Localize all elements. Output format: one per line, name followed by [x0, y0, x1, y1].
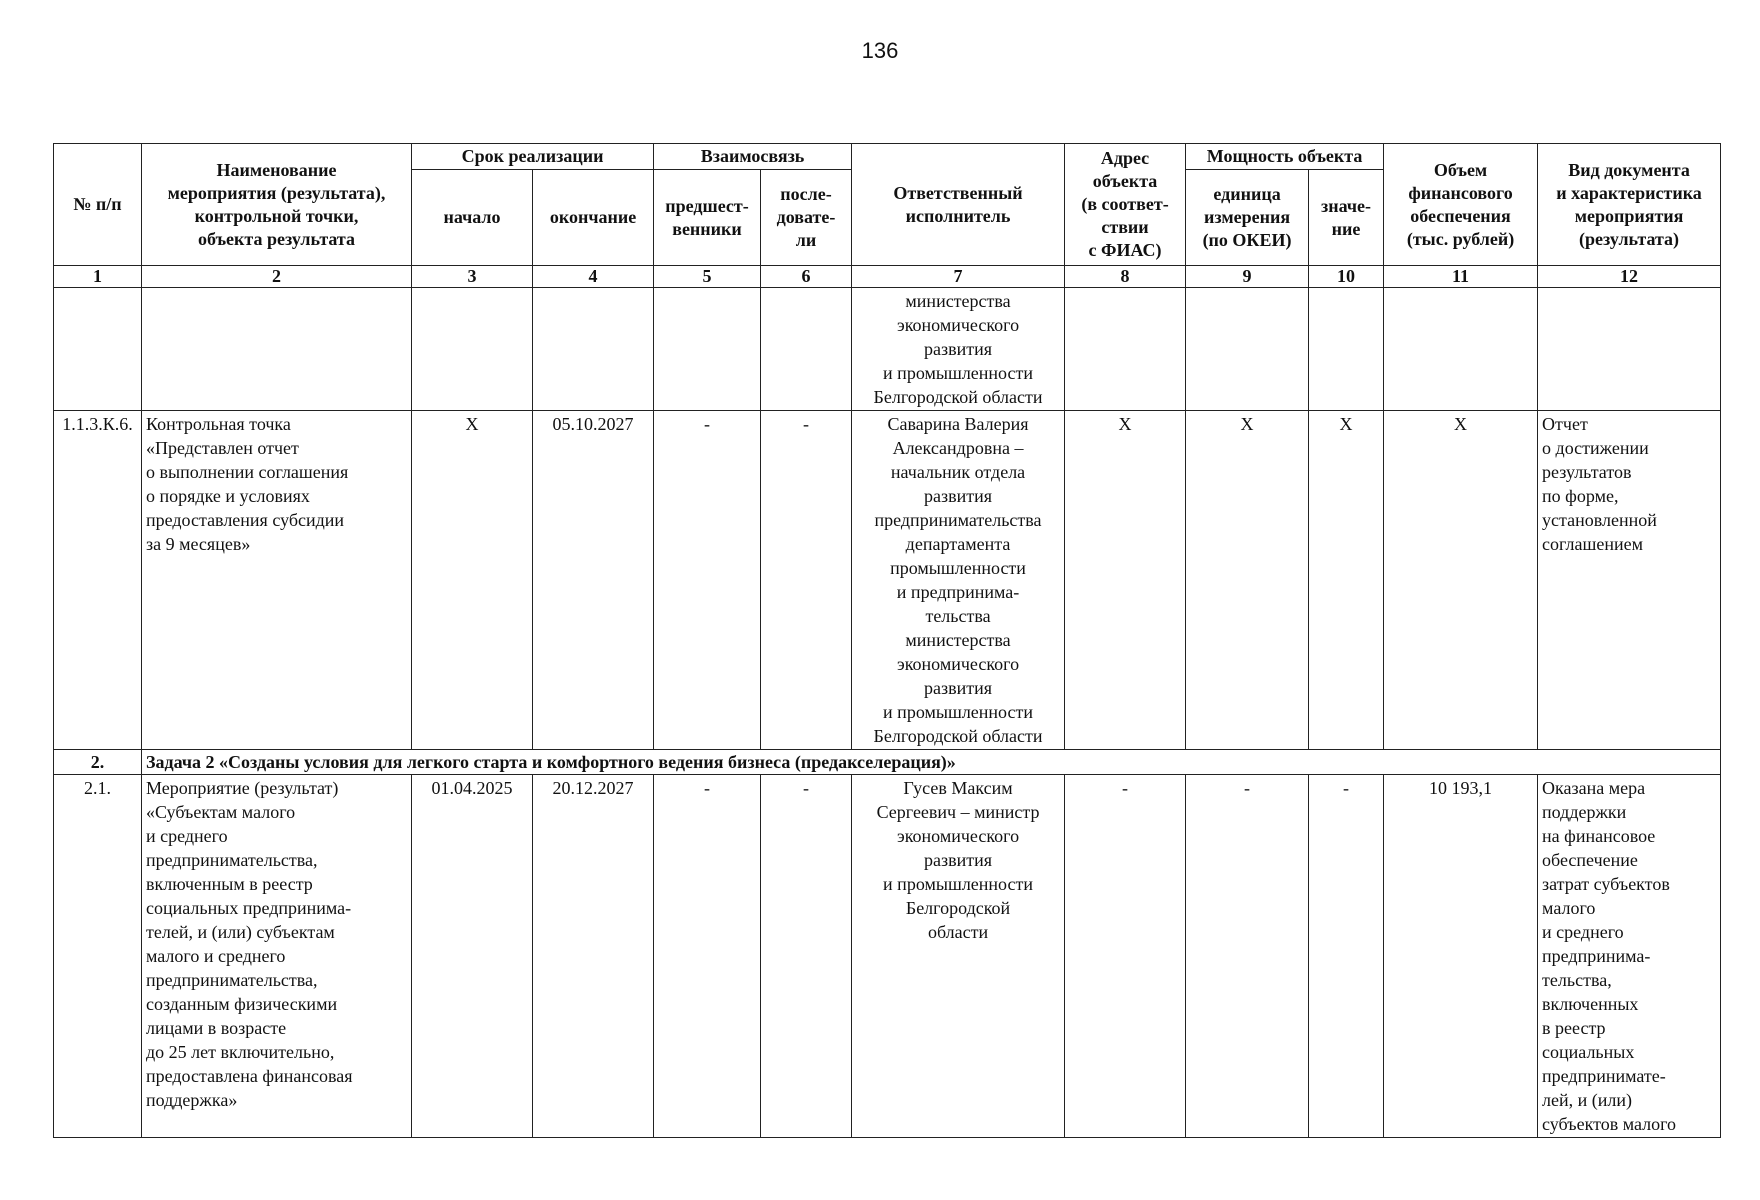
table-row-task [54, 750, 1721, 775]
column-number: 12 [1538, 266, 1721, 288]
cell-value: - [1309, 775, 1384, 1138]
column-number: 2 [142, 266, 412, 288]
cell-empty [1538, 288, 1721, 411]
header-start: начало [412, 170, 533, 266]
header-address: Адрес объекта (в соответ- ствии с ФИАС) [1065, 144, 1186, 266]
cell-address: - [1065, 775, 1186, 1138]
header-name: Наименование мероприятия (результата), контрольной точки, объекта результата [142, 144, 412, 266]
cell-address: X [1065, 411, 1186, 750]
cell-task-num: 2. [54, 750, 142, 775]
cell-empty [533, 288, 654, 411]
header-predecessors: предшест- венники [654, 170, 761, 266]
header-num: № п/п [54, 144, 142, 266]
cell-document: Оказана мера поддержки на финансовое обеспечение затрат субъектов малого и среднего предпринима- тельства, включенных в реестр социальных предпринимате- лей, и (или) субъектов малого [1538, 775, 1721, 1138]
cell-empty [1186, 288, 1309, 411]
cell-num: 1.1.3.К.6. [54, 411, 142, 750]
cell-financing: X [1384, 411, 1538, 750]
cell-empty [1384, 288, 1538, 411]
header-successors: после- довате- ли [761, 170, 852, 266]
cell-unit: - [1186, 775, 1309, 1138]
column-number: 11 [1384, 266, 1538, 288]
header-end: окончание [533, 170, 654, 266]
header-power-group: Мощность объекта [1186, 144, 1384, 170]
cell-responsible: Саварина Валерия Александровна – начальник отдела развития предпринимательства департамента промышленности и предпринима- тельства министерства экономического развития и промышленности Белгородской области [852, 411, 1065, 750]
cell-task-title: Задача 2 «Созданы условия для легкого старта и комфортного ведения бизнеса (предакселерация)» [142, 750, 1721, 775]
cell-successors: - [761, 775, 852, 1138]
cell-end: 20.12.2027 [533, 775, 654, 1138]
column-number: 3 [412, 266, 533, 288]
cell-value: X [1309, 411, 1384, 750]
cell-start: X [412, 411, 533, 750]
cell-document: Отчет о достижении результатов по форме, установленной соглашением [1538, 411, 1721, 750]
cell-responsible: министерства экономического развития и промышленности Белгородской области [852, 288, 1065, 411]
cell-num: 2.1. [54, 775, 142, 1138]
cell-name: Контрольная точка «Представлен отчет о выполнении соглашения о порядке и условиях предоставления субсидии за 9 месяцев» [142, 411, 412, 750]
cell-unit: X [1186, 411, 1309, 750]
table-row-continuation [54, 288, 1721, 411]
column-numbers-row [54, 266, 1721, 288]
cell-empty [654, 288, 761, 411]
cell-financing: 10 193,1 [1384, 775, 1538, 1138]
column-number: 5 [654, 266, 761, 288]
column-number: 9 [1186, 266, 1309, 288]
cell-end: 05.10.2027 [533, 411, 654, 750]
column-number: 4 [533, 266, 654, 288]
cell-empty [1309, 288, 1384, 411]
column-number: 10 [1309, 266, 1384, 288]
header-value: значе- ние [1309, 170, 1384, 266]
table-row-control-point [54, 411, 1721, 750]
cell-predecessors: - [654, 411, 761, 750]
header-responsible: Ответственный исполнитель [852, 144, 1065, 266]
cell-empty [1065, 288, 1186, 411]
cell-successors: - [761, 411, 852, 750]
cell-name: Мероприятие (результат) «Субъектам малого и среднего предпринимательства, включенным в реестр социальных предпринима- телей, и (или) субъектам малого и среднего предпринимательства, созданным физическими лицами в возрасте до 25 лет включительно, предоставлена финансовая поддержка» [142, 775, 412, 1138]
header-unit: единица измерения (по ОКЕИ) [1186, 170, 1309, 266]
cell-empty [412, 288, 533, 411]
column-number: 8 [1065, 266, 1186, 288]
column-number: 6 [761, 266, 852, 288]
page-number: 136 [861, 38, 899, 63]
cell-start: 01.04.2025 [412, 775, 533, 1138]
header-term-group: Срок реализации [412, 144, 654, 170]
cell-empty [54, 288, 142, 411]
table-row-activity [54, 775, 1721, 1138]
header-row-1 [54, 144, 1721, 170]
header-link-group: Взаимосвязь [654, 144, 852, 170]
header-financing: Объем финансового обеспечения (тыс. рублей) [1384, 144, 1538, 266]
header-document: Вид документа и характеристика мероприятия (результата) [1538, 144, 1721, 266]
column-number: 1 [54, 266, 142, 288]
cell-empty [761, 288, 852, 411]
cell-responsible: Гусев Максим Сергеевич – министр экономического развития и промышленности Белгородской области [852, 775, 1065, 1138]
cell-predecessors: - [654, 775, 761, 1138]
column-number: 7 [852, 266, 1065, 288]
plan-table [53, 143, 1721, 1138]
cell-empty [142, 288, 412, 411]
